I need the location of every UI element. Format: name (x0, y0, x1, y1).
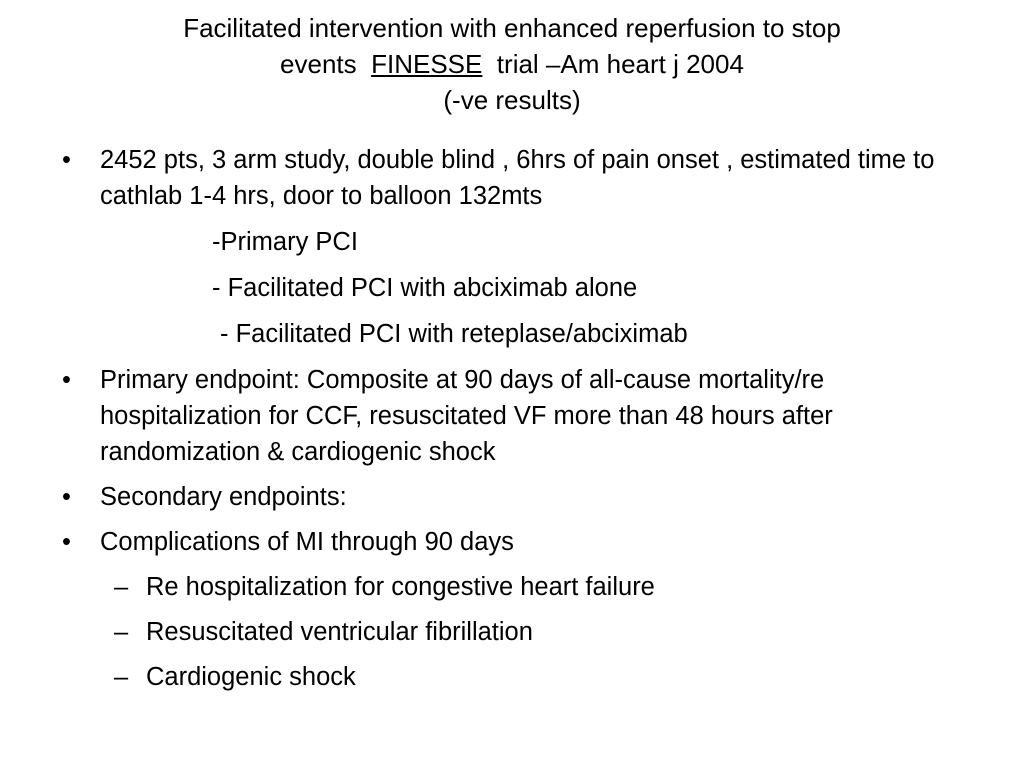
sub-item-label: Cardiogenic shock (146, 663, 356, 691)
sub-item-label: Resuscitated ventricular fibrillation (146, 618, 533, 646)
title-line-3: (-ve results) (443, 85, 581, 115)
title-line-2-pre: events (280, 49, 372, 79)
title-line-1: Facilitated intervention with enhanced reperfusion to stop (183, 13, 841, 43)
bullet-primary-endpoint: • Primary endpoint: Composite at 90 days of all-cause mortality/re hospitalization for CCF, resuscitated VF more than 48 hours after randomization & cardiogenic shock (60, 362, 960, 470)
sub-item-shock (60, 659, 960, 695)
dash-marker: – (114, 618, 129, 646)
arm-primary-pci: -Primary PCI (212, 228, 358, 256)
slide-title (60, 10, 964, 118)
trial-name: FINESSE (371, 49, 483, 79)
sub-item-ccf (60, 569, 960, 605)
bullet-secondary-endpoints: • Secondary endpoints: (60, 479, 960, 515)
dash-marker: – (114, 573, 129, 601)
slide-body (60, 142, 960, 695)
title-line-2-post: trial –Am heart j 2004 (482, 49, 744, 79)
arm-abciximab: - Facilitated PCI with abciximab alone (212, 274, 638, 302)
bullet-complications: • Complications of MI through 90 days (60, 524, 960, 560)
bullet-study-design: • 2452 pts, 3 arm study, double blind , 6hrs of pain onset , estimated time to cathlab 1-4 hrs, door to balloon 132mts (60, 142, 960, 214)
sub-item-label: Re hospitalization for congestive heart failure (146, 573, 655, 601)
arm-reteplase-abciximab: - Facilitated PCI with reteplase/abciximab (220, 320, 688, 348)
title-line-2 (60, 46, 964, 82)
sub-item-vf (60, 614, 960, 650)
dash-marker: – (114, 663, 129, 691)
